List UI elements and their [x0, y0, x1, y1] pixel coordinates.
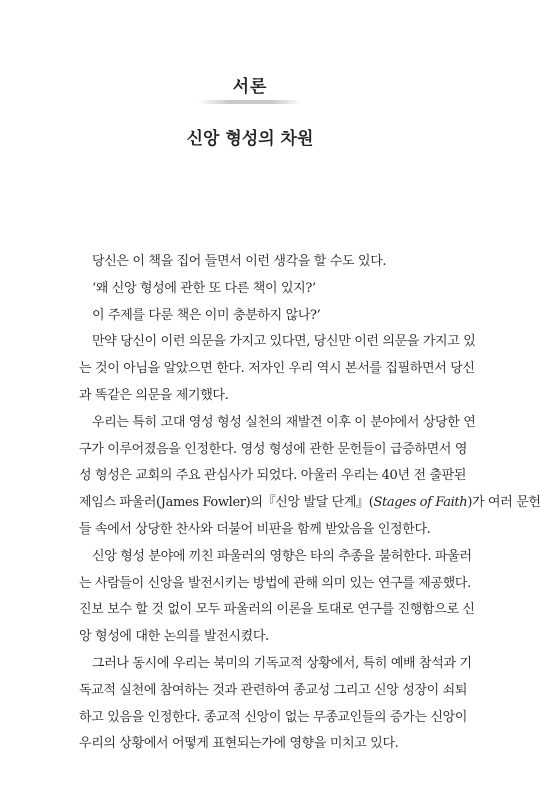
body-line: 만약 당신이 이런 의문을 가지고 있다면, 당신만 이런 의문을 가지고 있 [92, 334, 476, 350]
body-line: 하고 있음을 인정한다. 종교적 신앙이 없는 무종교인들의 증가는 신앙이 [79, 709, 468, 725]
body-line: 성 형성은 교회의 주요 관심사가 되었다. 아울러 우리는 40년 전 출판된 [79, 468, 467, 484]
chapter-divider [198, 100, 302, 104]
body-line: 우리의 상황에서 어떻게 표현되는가에 영향을 미치고 있다. [79, 736, 399, 752]
chapter-label: 서론 [232, 77, 268, 97]
body-line: 과 똑같은 의문을 제기했다. [79, 387, 229, 403]
body-line: 진보 보수 할 것 없이 모두 파울러의 이론을 토대로 연구를 진행함으로 신 [79, 602, 475, 618]
body-line: 들 속에서 상당한 찬사와 더불어 비판을 함께 받았음을 인정한다. [79, 521, 431, 537]
body-line: 독교적 실천에 참여하는 것과 관련하여 종교성 그리고 신앙 성장이 쇠퇴 [79, 682, 468, 698]
body-line: ‘왜 신앙 형성에 관한 또 다른 책이 있지?’ [92, 280, 316, 296]
body-text [79, 249, 541, 758]
body-line: 당신은 이 책을 집어 들면서 이런 생각을 할 수도 있다. [92, 254, 387, 269]
body-line: 구가 이루어졌음을 인정한다. 영성 형성에 관한 문헌들이 급증하면서 영 [79, 441, 468, 457]
body-line: 앙 형성에 대한 논의를 발전시켰다. [79, 629, 269, 645]
body-line-part: 제임스 파울러(James Fowler)의『신앙 발달 단계』( [79, 495, 374, 511]
body-line: 이 주제를 다룬 책은 이미 충분하지 않나?’ [92, 307, 321, 323]
body-line: 는 것이 아님을 알았으면 한다. 저자인 우리 역시 본서를 집필하면서 당신 [79, 361, 475, 377]
body-line: 우리는 특히 고대 영성 형성 실천의 재발견 이후 이 분야에서 상당한 연 [92, 414, 476, 430]
body-line: 그러나 동시에 우리는 북미의 기독교적 상황에서, 특히 예배 참석과 기 [92, 655, 472, 671]
body-line-with-title [79, 490, 541, 517]
book-title-english: Stages of Faith [373, 495, 468, 511]
body-line: 신앙 형성 분야에 끼친 파울러의 영향은 타의 추종을 불허한다. 파울러 [92, 548, 472, 564]
chapter-title: 신앙 형성의 차원 [186, 129, 314, 149]
body-line: 는 사람들이 신앙을 발전시키는 방법에 관해 의미 있는 연구를 제공했다. [79, 575, 471, 591]
body-line-part: )가 여러 문헌 [467, 495, 541, 511]
